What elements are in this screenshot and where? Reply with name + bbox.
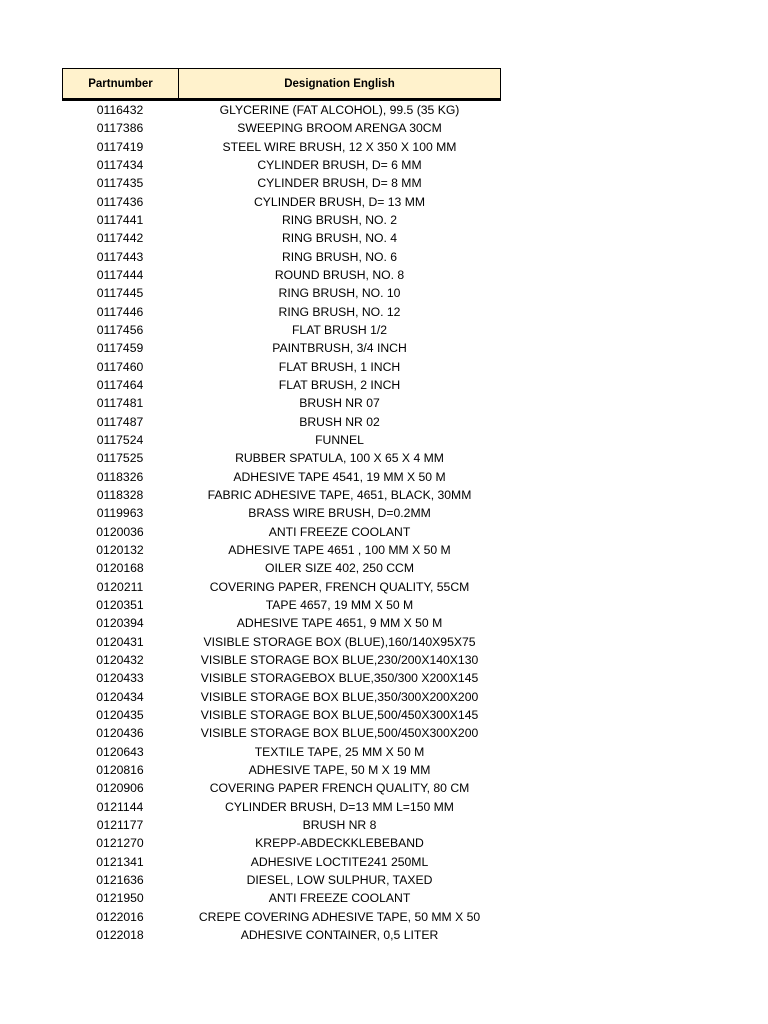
table-row[interactable] [62, 907, 501, 925]
partnumber-cell[interactable]: 0117386 [96, 121, 144, 136]
partnumber-cell[interactable]: 0120906 [96, 781, 144, 796]
table-row[interactable] [62, 266, 501, 284]
table-row[interactable] [62, 688, 501, 706]
designation-cell[interactable]: FLAT BRUSH 1/2 [291, 323, 388, 338]
designation-cell[interactable]: FLAT BRUSH, 1 INCH [278, 359, 401, 374]
designation-cell[interactable]: BRASS WIRE BRUSH, D=0.2MM [248, 506, 431, 521]
table-row[interactable] [62, 871, 501, 889]
table-row[interactable] [62, 101, 501, 119]
table-row[interactable] [62, 358, 501, 376]
partnumber-cell[interactable]: 0117419 [96, 139, 144, 154]
designation-cell[interactable]: ADHESIVE TAPE 4541, 19 MM X 50 M [233, 469, 446, 484]
table-row[interactable] [62, 742, 501, 760]
designation-cell[interactable]: PAINTBRUSH, 3/4 INCH [272, 341, 407, 356]
table-row[interactable] [62, 394, 501, 412]
table-row[interactable] [62, 156, 501, 174]
table-body [62, 101, 501, 944]
designation-cell[interactable]: ADHESIVE TAPE 4651, 9 MM X 50 M [236, 616, 443, 631]
table-header [62, 68, 501, 101]
designation-cell[interactable]: KREPP-ABDECKKLEBEBAND [255, 836, 424, 851]
table-row[interactable] [62, 229, 501, 247]
designation-cell[interactable]: ROUND BRUSH, NO. 8 [274, 268, 405, 283]
table-row[interactable] [62, 486, 501, 504]
partnumber-cell[interactable]: 0120434 [96, 689, 144, 704]
partnumber-cell[interactable]: 0121950 [96, 891, 144, 906]
partnumber-cell[interactable]: 0117481 [96, 396, 144, 411]
table-row[interactable] [62, 174, 501, 192]
table-row[interactable] [62, 779, 501, 797]
designation-cell[interactable]: STEEL WIRE BRUSH, 12 X 350 X 100 MM [222, 139, 457, 154]
designation-cell[interactable]: FLAT BRUSH, 2 INCH [278, 378, 401, 393]
table-row[interactable] [62, 706, 501, 724]
partnumber-cell[interactable]: 0117464 [96, 378, 144, 393]
designation-cell[interactable]: COVERING PAPER FRENCH QUALITY, 80 CM [209, 781, 470, 796]
partnumber-cell[interactable]: 0120351 [96, 598, 144, 613]
designation-cell[interactable]: VISIBLE STORAGE BOX (BLUE),160/140X95X75 [203, 634, 476, 649]
designation-cell[interactable]: GLYCERINE (FAT ALCOHOL), 99.5 (35 KG) [219, 103, 460, 118]
partnumber-cell[interactable]: 0120132 [96, 543, 144, 558]
partnumber-cell[interactable]: 0117443 [96, 249, 144, 264]
designation-cell[interactable]: VISIBLE STORAGE BOX BLUE,500/450X300X200 [200, 726, 479, 741]
designation-cell[interactable]: CYLINDER BRUSH, D= 13 MM [254, 194, 425, 209]
designation-cell[interactable]: CREPE COVERING ADHESIVE TAPE, 50 MM X 50 [198, 909, 481, 924]
partnumber-cell[interactable]: 0117445 [96, 286, 144, 301]
table-row[interactable] [62, 248, 501, 266]
designation-cell[interactable]: TAPE 4657, 19 MM X 50 M [265, 598, 414, 613]
table-row[interactable] [62, 816, 501, 834]
designation-cell[interactable]: OILER SIZE 402, 250 CCM [264, 561, 415, 576]
partnumber-cell[interactable]: 0120816 [96, 762, 144, 777]
partnumber-cell[interactable]: 0120394 [96, 616, 144, 631]
partnumber-cell[interactable]: 0117441 [96, 213, 144, 228]
table-row[interactable] [62, 797, 501, 815]
partnumber-cell[interactable]: 0121341 [96, 854, 144, 869]
designation-cell[interactable]: BRUSH NR 8 [302, 817, 377, 832]
partnumber-cell[interactable]: 0121177 [96, 817, 144, 832]
table-row[interactable] [62, 138, 501, 156]
table-row[interactable] [62, 523, 501, 541]
column-header-designation[interactable]: Designation English [284, 77, 395, 90]
table-row[interactable] [62, 119, 501, 137]
designation-cell[interactable]: SWEEPING BROOM ARENGA 30CM [237, 121, 442, 136]
designation-cell[interactable]: CYLINDER BRUSH, D= 8 MM [257, 176, 422, 191]
designation-cell[interactable]: BRUSH NR 07 [299, 396, 380, 411]
partnumber-cell[interactable]: 0121636 [96, 872, 144, 887]
partnumber-cell[interactable]: 0120433 [96, 671, 144, 686]
partnumber-cell[interactable]: 0118326 [96, 469, 144, 484]
table-row[interactable] [62, 468, 501, 486]
partnumber-cell[interactable]: 0117460 [96, 359, 144, 374]
designation-cell[interactable]: VISIBLE STORAGE BOX BLUE,350/300X200X200 [200, 689, 479, 704]
table-row[interactable] [62, 321, 501, 339]
designation-cell[interactable]: RING BRUSH, NO. 2 [281, 213, 398, 228]
table-row[interactable] [62, 761, 501, 779]
designation-cell[interactable]: RING BRUSH, NO. 4 [281, 231, 398, 246]
partnumber-cell[interactable]: 0120211 [96, 579, 144, 594]
designation-cell[interactable]: ADHESIVE TAPE 4651 , 100 MM X 50 M [228, 543, 451, 558]
partnumber-cell[interactable]: 0117435 [96, 176, 144, 191]
partnumber-cell[interactable]: 0117524 [96, 433, 144, 448]
table-row[interactable] [62, 669, 501, 687]
table-row[interactable] [62, 559, 501, 577]
partnumber-cell[interactable]: 0117436 [96, 194, 144, 209]
partnumber-cell[interactable]: 0119963 [96, 506, 144, 521]
designation-cell[interactable]: TEXTILE TAPE, 25 MM X 50 M [254, 744, 425, 759]
partnumber-cell[interactable]: 0120036 [96, 524, 144, 539]
partnumber-cell[interactable]: 0120435 [96, 707, 144, 722]
table-row[interactable] [62, 651, 501, 669]
partnumber-cell[interactable]: 0117434 [96, 158, 144, 173]
table-row[interactable] [62, 303, 501, 321]
designation-cell[interactable]: FUNNEL [315, 433, 364, 448]
designation-cell[interactable]: CYLINDER BRUSH, D= 6 MM [257, 158, 422, 173]
designation-cell[interactable]: ADHESIVE TAPE, 50 M X 19 MM [248, 762, 431, 777]
partnumber-cell[interactable]: 0120643 [96, 744, 144, 759]
designation-cell[interactable]: RUBBER SPATULA, 100 X 65 X 4 MM [235, 451, 444, 466]
designation-cell[interactable]: RING BRUSH, NO. 10 [278, 286, 401, 301]
designation-cell[interactable]: VISIBLE STORAGE BOX BLUE,230/200X140X130 [200, 653, 479, 667]
designation-cell[interactable]: BRUSH NR 02 [299, 414, 380, 429]
table-row[interactable] [62, 449, 501, 467]
table-row[interactable] [62, 614, 501, 632]
parts-table [62, 68, 501, 944]
partnumber-cell[interactable]: 0121270 [96, 836, 144, 851]
partnumber-cell[interactable]: 0117442 [96, 231, 144, 246]
partnumber-cell[interactable]: 0116432 [96, 103, 144, 118]
partnumber-cell[interactable]: 0122016 [96, 909, 144, 924]
table-row[interactable] [62, 633, 501, 651]
table-row[interactable] [62, 339, 501, 357]
partnumber-cell[interactable]: 0117487 [96, 414, 144, 429]
designation-cell[interactable]: ANTI FREEZE COOLANT [268, 891, 411, 906]
partnumber-cell[interactable]: 0120431 [96, 634, 144, 649]
table-row[interactable] [62, 211, 501, 229]
partnumber-cell[interactable]: 0117444 [96, 268, 144, 283]
table-row[interactable] [62, 284, 501, 302]
designation-cell[interactable]: ADHESIVE CONTAINER, 0,5 LITER [240, 927, 439, 942]
partnumber-cell[interactable]: 0118328 [96, 488, 144, 503]
partnumber-cell[interactable]: 0117525 [96, 451, 144, 466]
table-row[interactable] [62, 413, 501, 431]
designation-cell[interactable]: VISIBLE STORAGEBOX BLUE,350/300 X200X145 [200, 671, 479, 686]
partnumber-cell[interactable]: 0117456 [96, 323, 144, 338]
designation-cell[interactable]: ADHESIVE LOCTITE241 250ML [250, 854, 429, 869]
table-row[interactable] [62, 724, 501, 742]
table-row[interactable] [62, 889, 501, 907]
designation-cell[interactable]: COVERING PAPER, FRENCH QUALITY, 55CM [209, 579, 470, 594]
table-row[interactable] [62, 376, 501, 394]
partnumber-cell[interactable]: 0122018 [96, 927, 144, 942]
table-row[interactable] [62, 852, 501, 870]
table-row[interactable] [62, 193, 501, 211]
table-row[interactable] [62, 926, 501, 944]
designation-cell[interactable]: VISIBLE STORAGE BOX BLUE,500/450X300X145 [200, 707, 479, 722]
table-row[interactable] [62, 578, 501, 596]
partnumber-cell[interactable]: 0120432 [96, 653, 144, 667]
designation-cell[interactable]: RING BRUSH, NO. 12 [278, 304, 401, 319]
table-row[interactable] [62, 431, 501, 449]
designation-cell[interactable]: CYLINDER BRUSH, D=13 MM L=150 MM [225, 799, 454, 814]
table-row[interactable] [62, 541, 501, 559]
partnumber-cell[interactable]: 0121144 [96, 799, 144, 814]
designation-cell[interactable]: RING BRUSH, NO. 6 [281, 249, 398, 264]
designation-cell[interactable]: ANTI FREEZE COOLANT [268, 524, 411, 539]
partnumber-cell[interactable]: 0120168 [96, 561, 144, 576]
designation-cell[interactable]: DIESEL, LOW SULPHUR, TAXED [246, 872, 433, 887]
column-header-partnumber[interactable]: Partnumber [63, 69, 179, 98]
table-row[interactable] [62, 834, 501, 852]
table-row[interactable] [62, 504, 501, 522]
partnumber-cell[interactable]: 0120436 [96, 726, 144, 741]
table-row[interactable] [62, 596, 501, 614]
partnumber-cell[interactable]: 0117459 [96, 341, 144, 356]
designation-cell[interactable]: FABRIC ADHESIVE TAPE, 4651, BLACK, 30MM [207, 488, 472, 503]
partnumber-cell[interactable]: 0117446 [96, 304, 144, 319]
